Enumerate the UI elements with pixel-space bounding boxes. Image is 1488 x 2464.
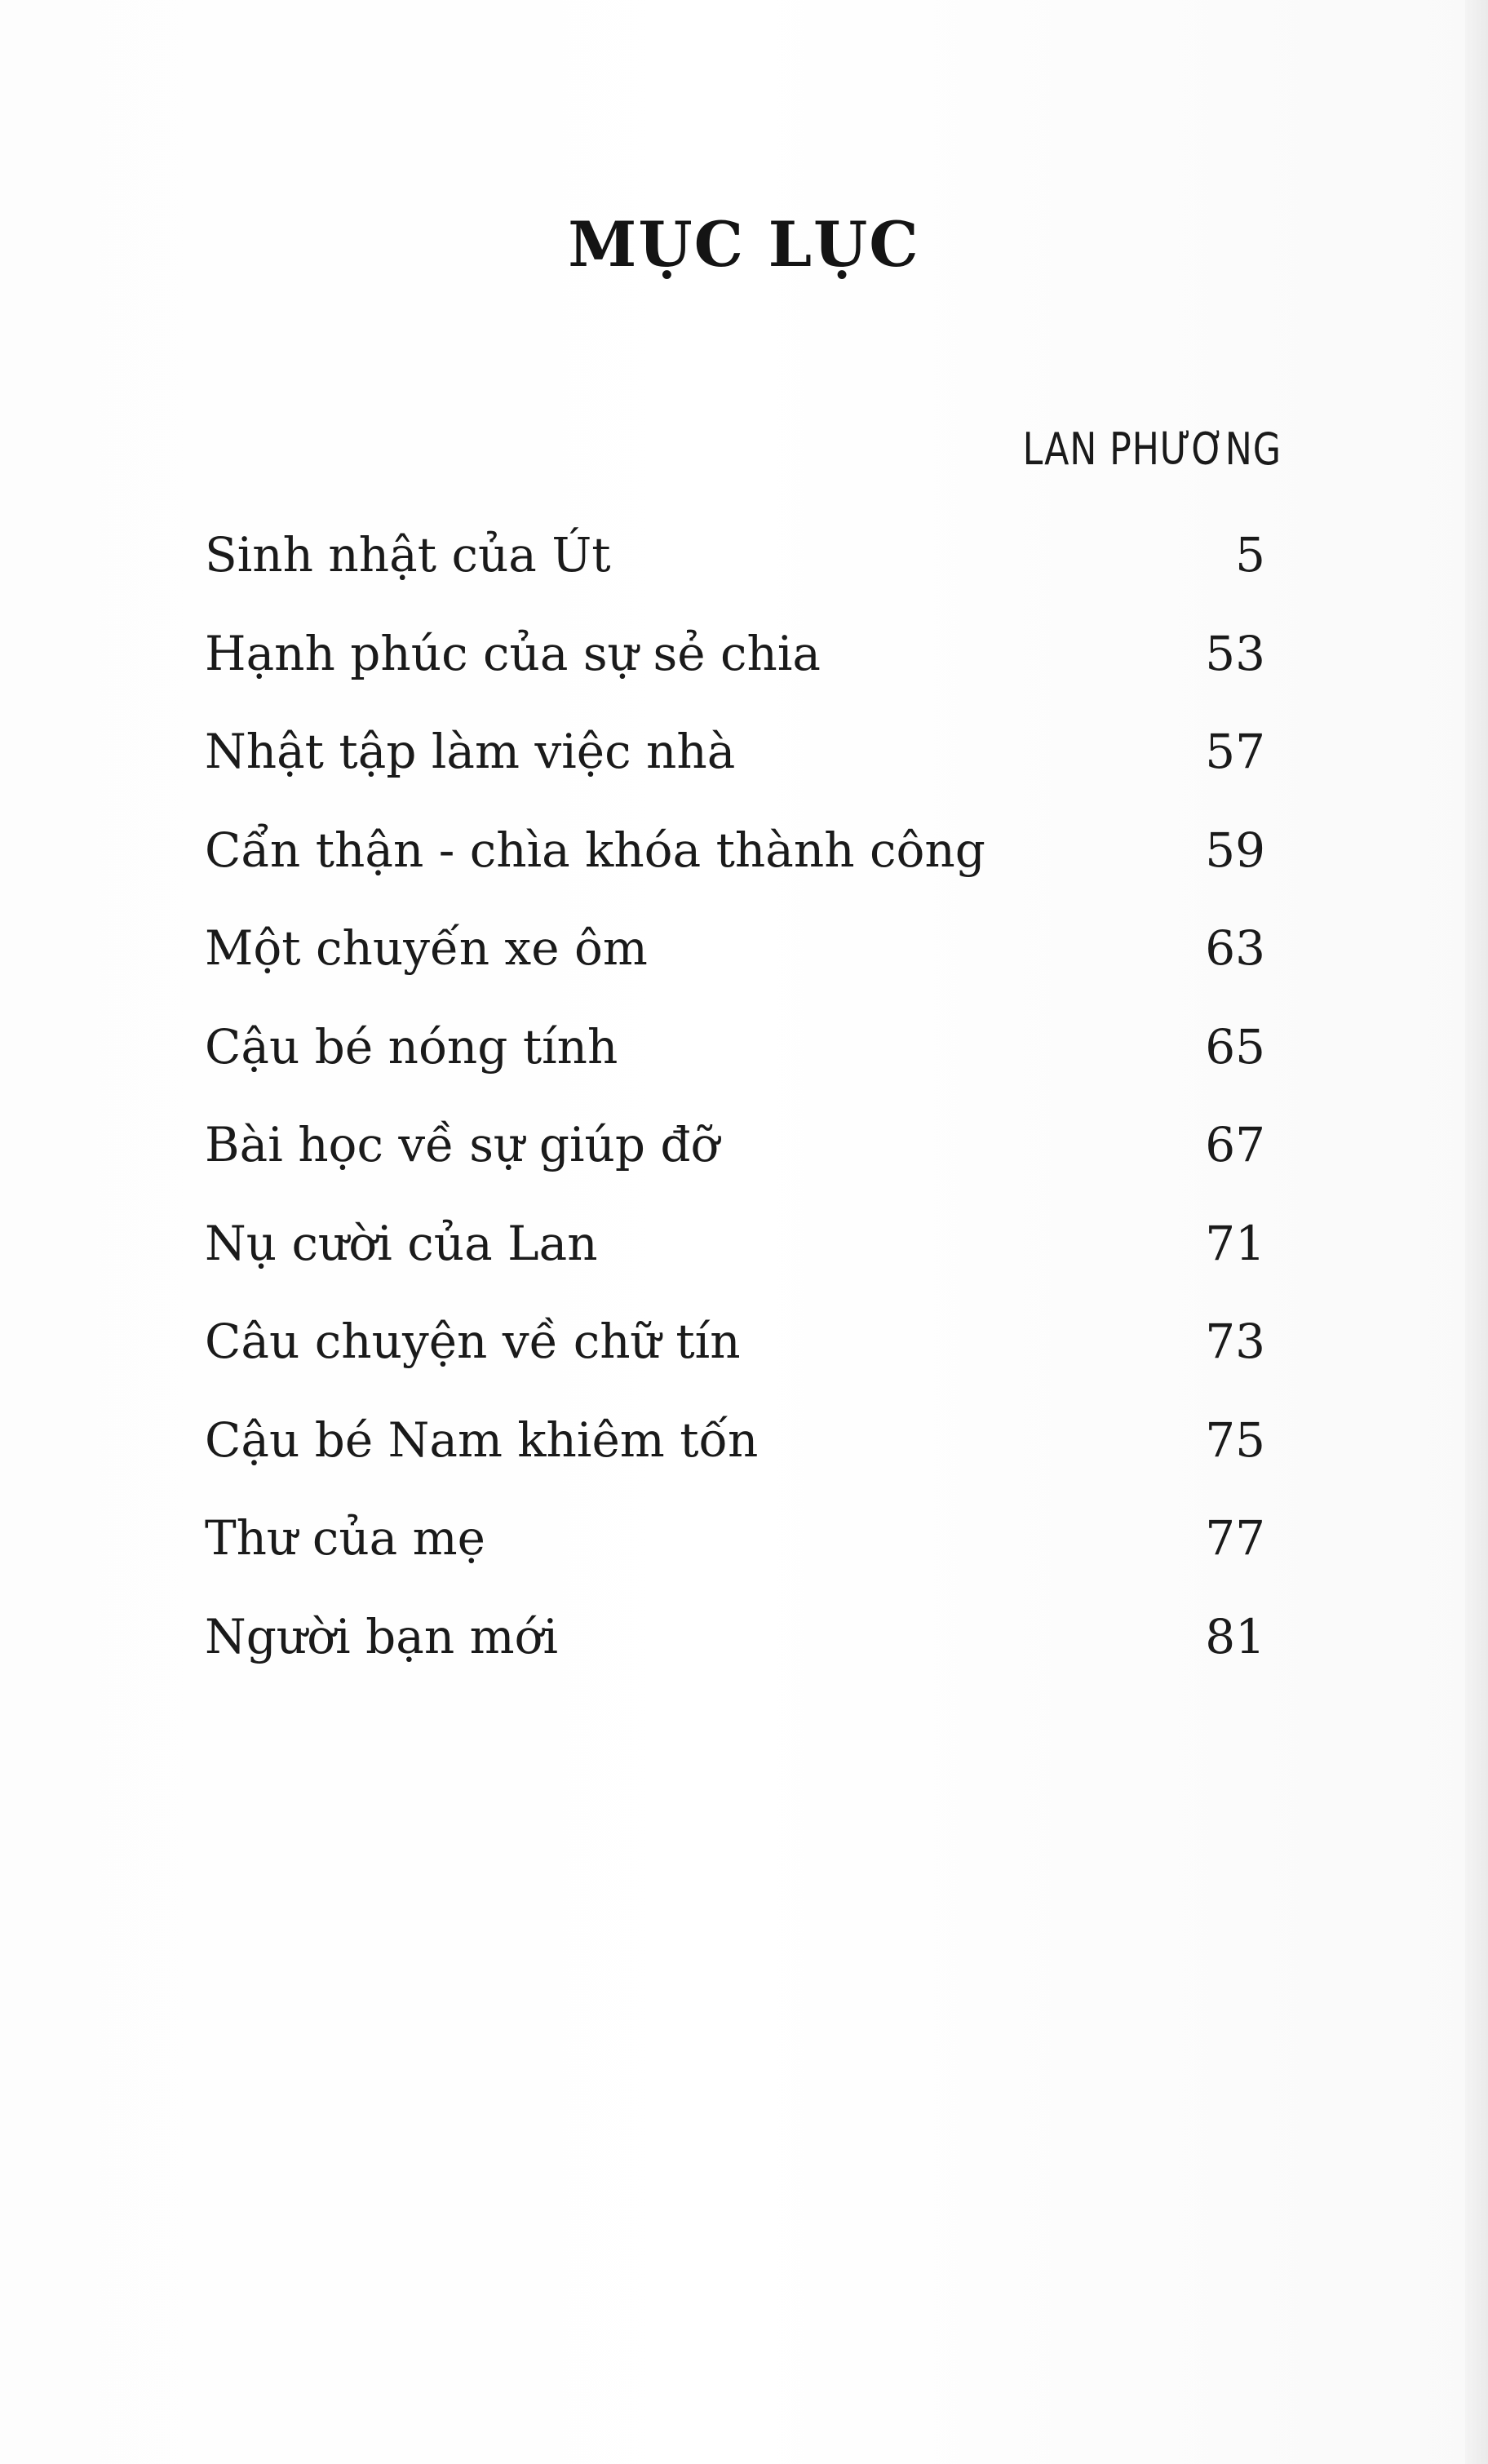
toc-entry	[205, 1014, 1265, 1113]
toc-entry-page: 53	[1205, 625, 1265, 681]
toc-entry-page: 5	[1235, 527, 1265, 583]
toc-entry	[205, 621, 1265, 720]
toc-entry-page: 71	[1205, 1215, 1265, 1271]
page-title: MỤC LỤC	[568, 208, 920, 281]
toc-entry-title: Thư của mẹ	[205, 1510, 486, 1566]
toc-entry-page: 81	[1205, 1608, 1265, 1664]
toc-entry-page: 75	[1205, 1411, 1265, 1468]
toc-entry-title: Câu chuyện về chữ tín	[205, 1314, 741, 1369]
toc-entry-title: Nhật tập làm việc nhà	[205, 724, 736, 779]
page-edge	[1465, 0, 1488, 2464]
toc-entry-page: 73	[1205, 1314, 1265, 1369]
toc-entry	[205, 818, 1265, 916]
toc-entry-page: 57	[1205, 724, 1265, 779]
toc-entry-page: 63	[1205, 920, 1265, 976]
toc-entry-title: Người bạn mới	[205, 1608, 559, 1664]
toc-entry	[205, 522, 1265, 621]
toc-entry-title: Cậu bé Nam khiêm tốn	[205, 1411, 759, 1468]
toc-entry-title: Một chuyến xe ôm	[205, 920, 648, 976]
toc-entry-page: 59	[1205, 822, 1265, 878]
toc-entry-page: 65	[1205, 1018, 1265, 1075]
toc-entry-title: Bài học về sự giúp đỡ	[205, 1117, 720, 1172]
toc-entry	[205, 719, 1265, 818]
table-of-contents	[205, 522, 1265, 1702]
toc-entry-page: 67	[1205, 1117, 1265, 1172]
toc-entry	[205, 1309, 1265, 1407]
toc-entry-title: Sinh nhật của Út	[205, 527, 611, 583]
toc-entry	[205, 915, 1265, 1014]
toc-entry	[205, 1505, 1265, 1604]
toc-entry-title: Cẩn thận - chìa khóa thành công	[205, 822, 985, 878]
toc-entry	[205, 1604, 1265, 1703]
toc-entry	[205, 1211, 1265, 1310]
toc-entry-title: Nụ cười của Lan	[205, 1215, 598, 1271]
toc-entry	[205, 1112, 1265, 1211]
toc-entry-page: 77	[1205, 1510, 1265, 1566]
toc-entry-title: Hạnh phúc của sự sẻ chia	[205, 625, 821, 681]
toc-entry	[205, 1407, 1265, 1506]
toc-entry-title: Cậu bé nóng tính	[205, 1018, 618, 1075]
author-name: LAN PHƯƠNG	[1022, 423, 1282, 475]
